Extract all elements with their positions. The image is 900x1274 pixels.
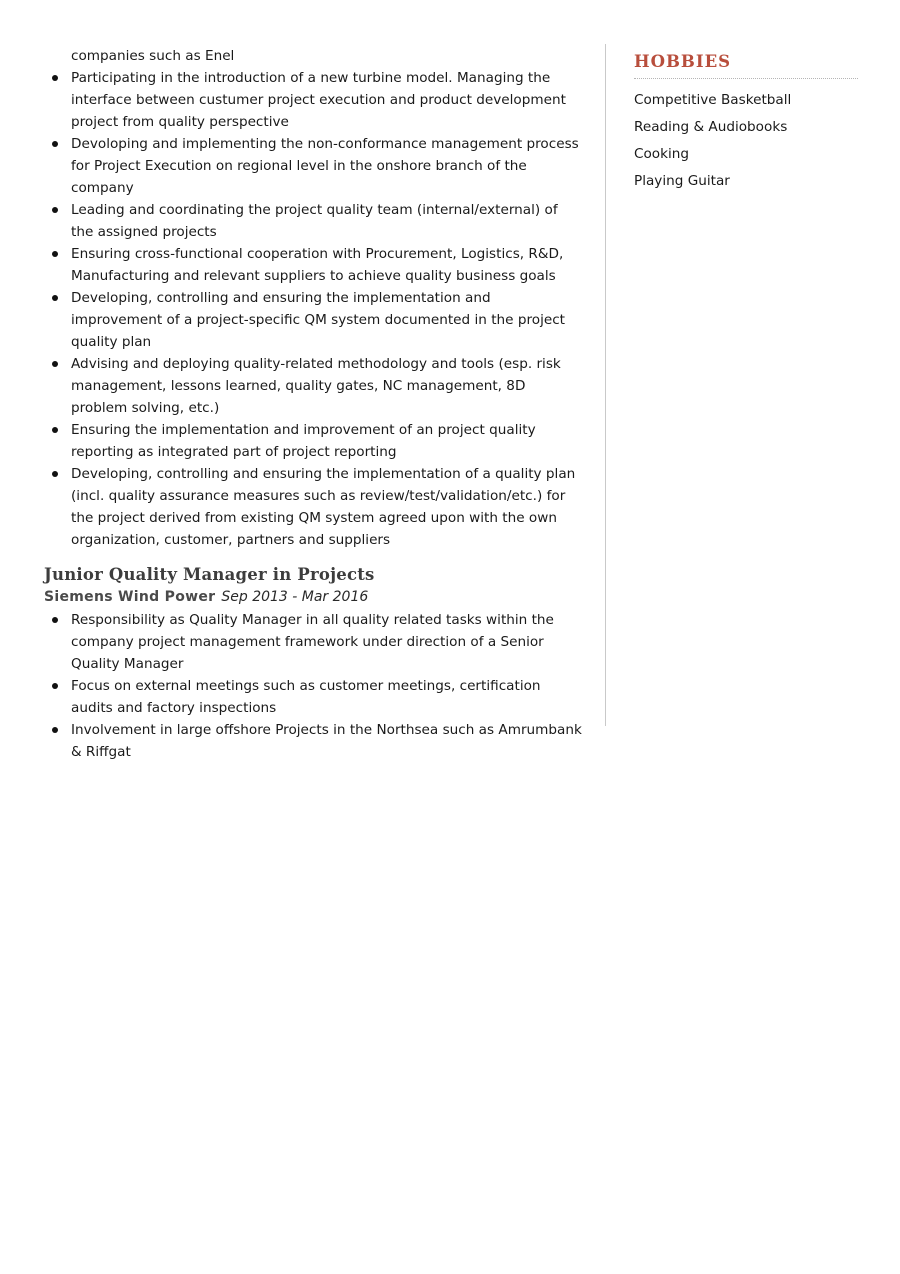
job-meta — [44, 587, 584, 607]
job-title: Junior Quality Manager in Projects — [44, 565, 375, 584]
bullet-icon — [52, 427, 58, 433]
bullet-icon — [52, 727, 58, 733]
list-item — [44, 353, 584, 419]
bullet-text: Responsibility as Quality Manager in all quality related tasks within the company project management framework under direction of a Senior Quality Manager — [71, 612, 554, 672]
bullet-icon — [52, 75, 58, 81]
hobby-item: Playing Guitar — [634, 173, 730, 189]
first-job-bullet-list — [44, 67, 584, 551]
hobbies-list — [634, 87, 858, 195]
bullet-icon — [52, 471, 58, 477]
bullet-icon — [52, 251, 58, 257]
bullet-text: Devoloping and implementing the non-conformance management process for Project Execution on regional level in the onshore branch of the company — [71, 136, 579, 196]
list-item — [44, 609, 584, 675]
bullet-icon — [52, 683, 58, 689]
sidebar-column — [634, 45, 858, 195]
hobby-item: Reading & Audiobooks — [634, 119, 788, 135]
bullet-icon — [52, 141, 58, 147]
bullet-text: Leading and coordinating the project quality team (internal/external) of the assigned projects — [71, 202, 558, 240]
hobby-item: Cooking — [634, 146, 690, 162]
previous-bullet-continuation: companies such as Enel — [71, 48, 235, 64]
list-item — [44, 67, 584, 133]
bullet-text: Involvement in large offshore Projects in the Northsea such as Amrumbank & Riffgat — [71, 722, 582, 760]
column-divider — [605, 44, 606, 726]
bullet-icon — [52, 207, 58, 213]
list-item — [44, 287, 584, 353]
bullet-icon — [52, 617, 58, 623]
second-job-bullet-list — [44, 609, 584, 763]
list-item — [44, 243, 584, 287]
bullet-text: Participating in the introduction of a new turbine model. Managing the interface between custumer project execution and product development project from quality perspective — [71, 70, 566, 130]
list-item — [44, 419, 584, 463]
bullet-text: Advising and deploying quality-related methodology and tools (esp. risk management, lessons learned, quality gates, NC management, 8D problem solving, etc.) — [71, 356, 561, 416]
bullet-text: Developing, controlling and ensuring the implementation of a quality plan (incl. quality assurance measures such as review/test/validation/etc.) for the project derived from existing QM system agreed upon with the own organization, customer, partners and suppliers — [71, 466, 576, 548]
list-item — [44, 199, 584, 243]
bullet-text: Developing, controlling and ensuring the implementation and improvement of a project-specific QM system documented in the project quality plan — [71, 290, 566, 350]
list-item — [44, 675, 584, 719]
hobbies-section-title: HOBBIES — [634, 51, 858, 79]
hobby-item: Competitive Basketball — [634, 92, 792, 108]
company-name: Siemens Wind Power — [44, 589, 216, 605]
bullet-text: Focus on external meetings such as customer meetings, certification audits and factory inspections — [71, 678, 541, 716]
list-item — [44, 133, 584, 199]
experience-column — [44, 45, 584, 763]
bullet-text: Ensuring the implementation and improvement of an project quality reporting as integrated part of project reporting — [71, 422, 536, 460]
list-item — [44, 463, 584, 551]
bullet-icon — [52, 361, 58, 367]
list-item — [44, 719, 584, 763]
job-dates: Sep 2013 - Mar 2016 — [221, 589, 369, 605]
bullet-icon — [52, 295, 58, 301]
bullet-text: Ensuring cross-functional cooperation with Procurement, Logistics, R&D, Manufacturing and relevant suppliers to achieve quality business goals — [71, 246, 564, 284]
